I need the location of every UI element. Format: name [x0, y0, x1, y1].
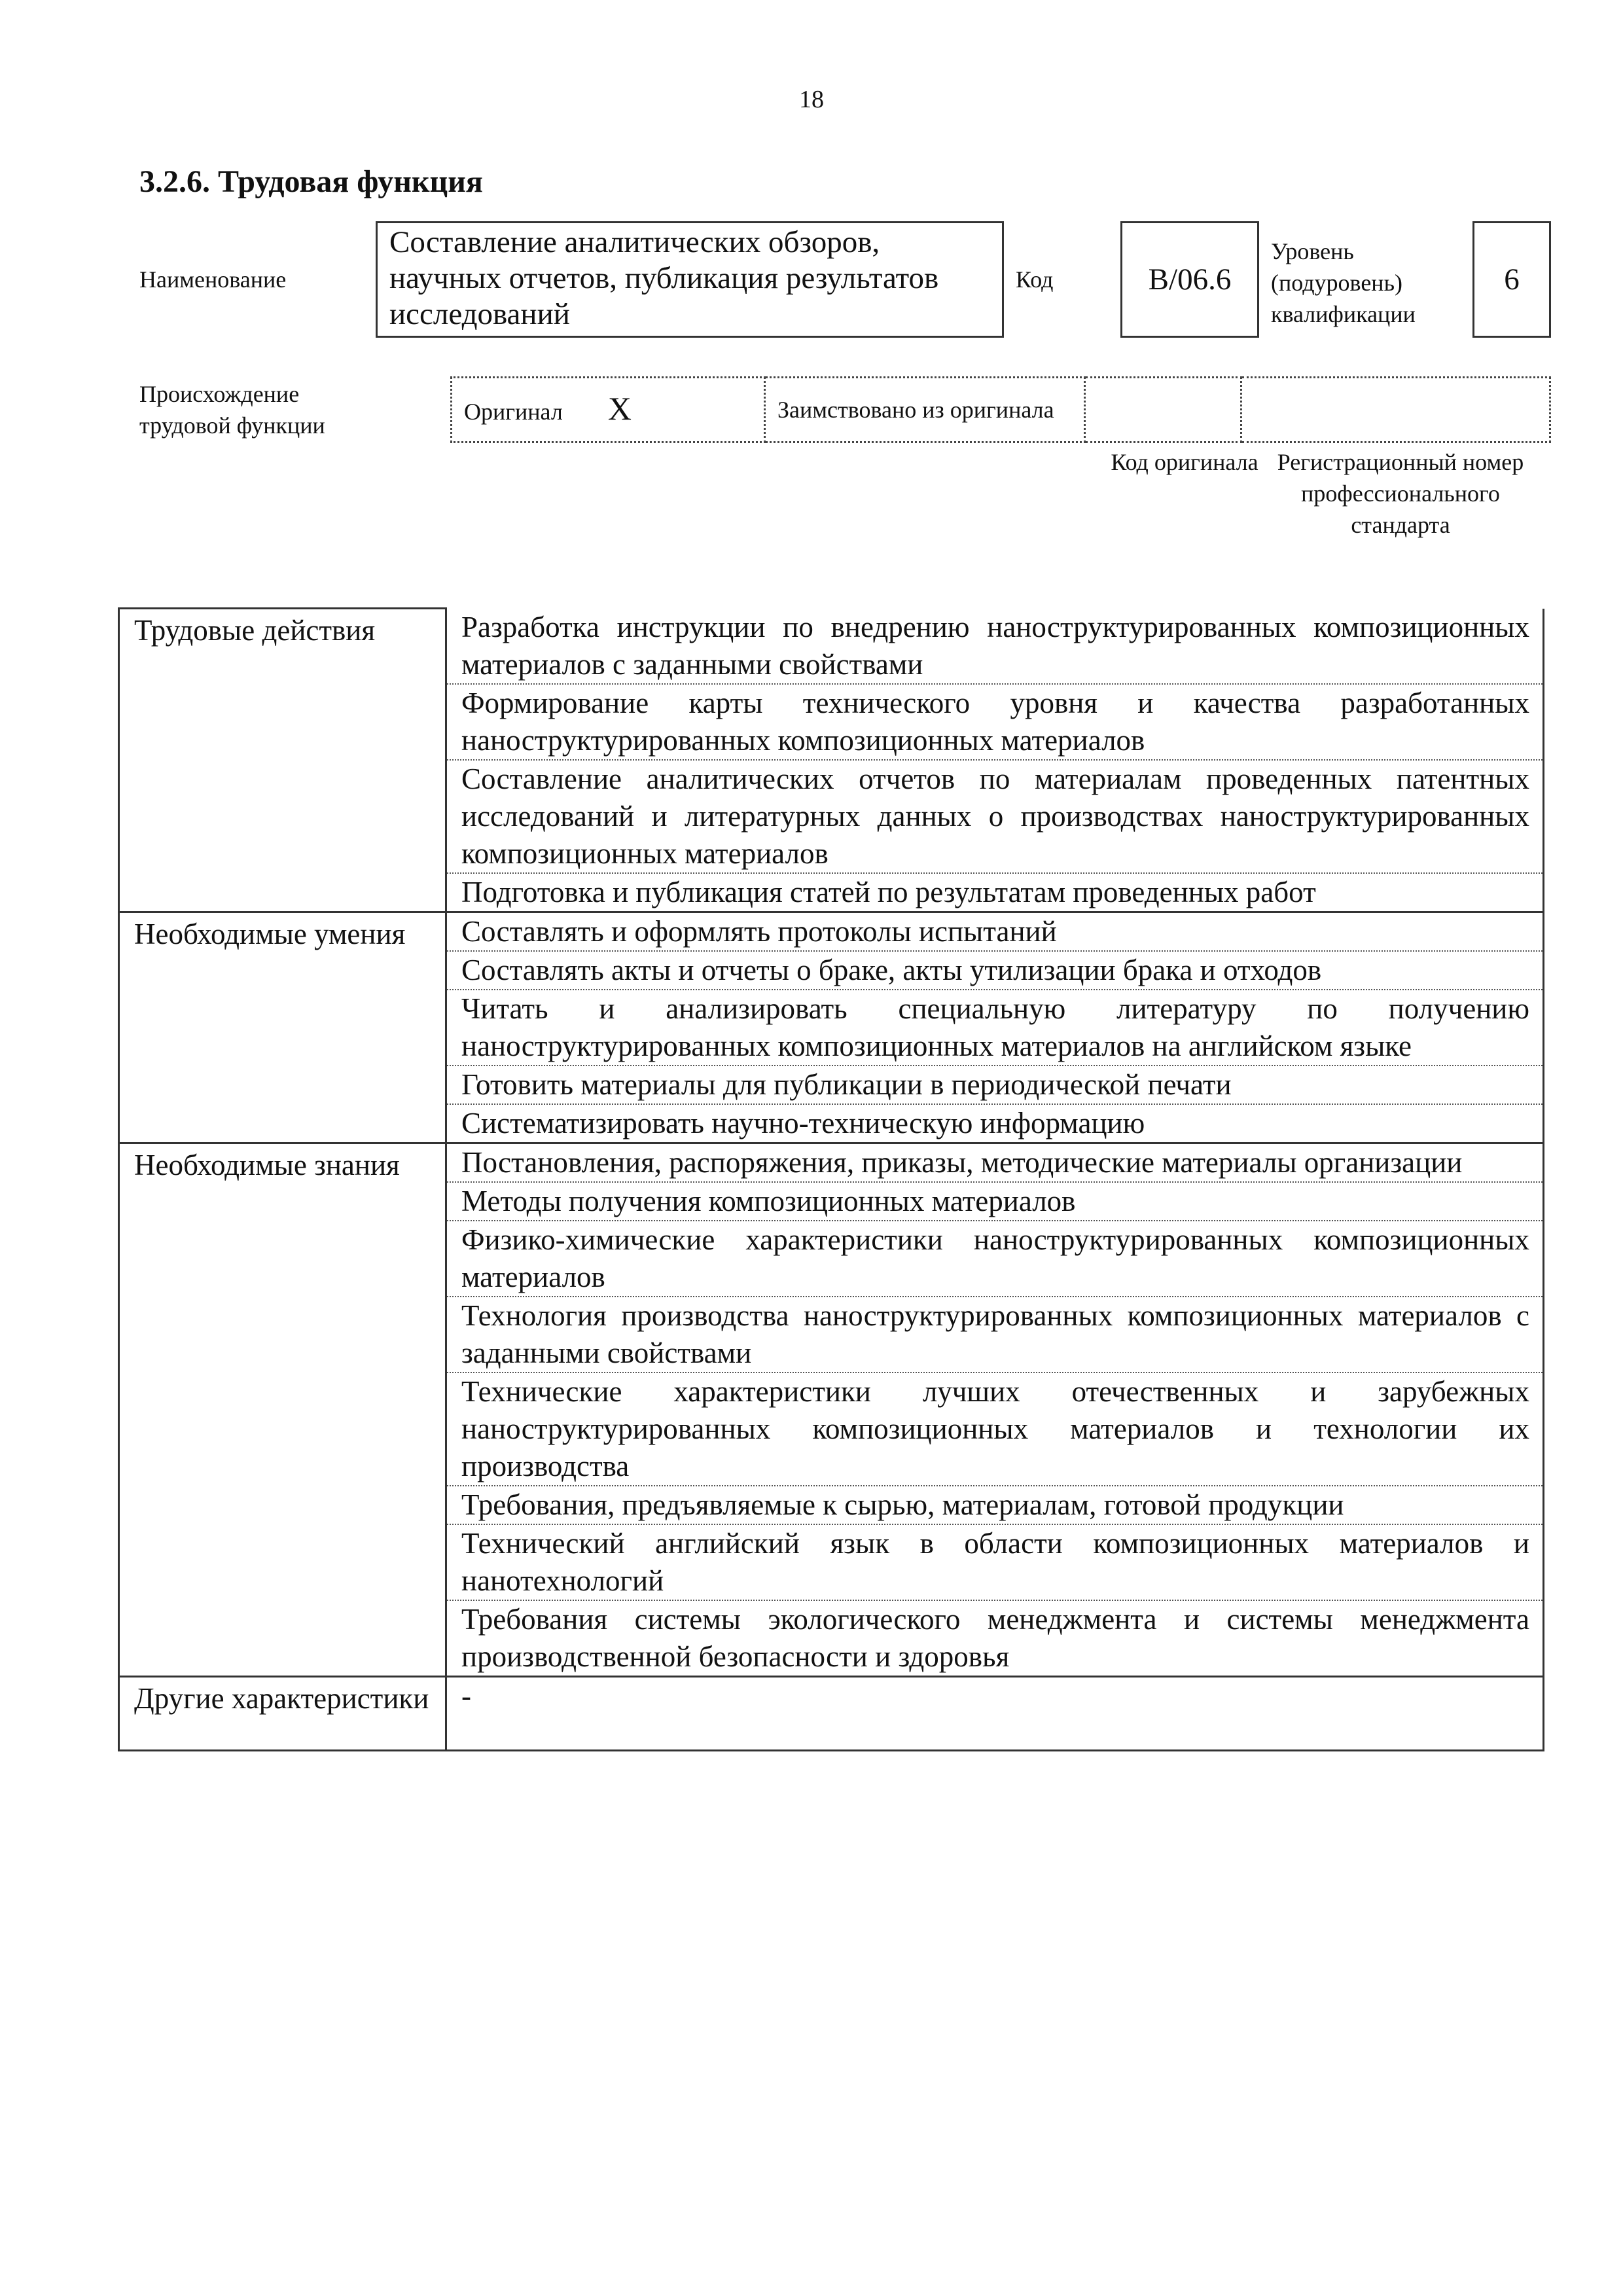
- skill-item: Читать и анализировать специальную литературу по получению наноструктурированных композиционных материалов на английском языке: [446, 990, 1544, 1066]
- borrowed-label: Заимствовано из оригинала: [777, 397, 1054, 423]
- origin-table: [450, 376, 1551, 443]
- level-box: [1472, 221, 1551, 338]
- code-label: Код: [1016, 266, 1054, 293]
- table-row: [119, 1143, 1544, 1182]
- original-cell: [452, 378, 765, 442]
- code-box: [1120, 221, 1259, 338]
- knowledge-item: Технический английский язык в области композиционных материалов и нанотехнологий: [446, 1524, 1544, 1600]
- labor-action-item: Разработка инструкции по внедрению наноструктурированных композиционных материалов с заданными свойствами: [446, 609, 1544, 684]
- skill-item: Систематизировать научно-техническую информацию: [446, 1104, 1544, 1143]
- table-row: [119, 1676, 1544, 1750]
- labor-action-item: Подготовка и публикация статей по результатам проведенных работ: [446, 873, 1544, 912]
- skills-label: Необходимые умения: [119, 912, 446, 1143]
- level-value: 6: [1504, 262, 1520, 296]
- level-label: Уровень (подуровень) квалификации: [1271, 238, 1416, 327]
- knowledge-item: Технические характеристики лучших отечественных и зарубежных наноструктурированных композиционных материалов и технологии их производства: [446, 1372, 1544, 1486]
- table-row: [119, 609, 1544, 684]
- function-title-box: Составление аналитических обзоров, научных отчетов, публикация результатов исследований: [376, 221, 1004, 338]
- original-label: Оригинал: [464, 398, 563, 425]
- knowledge-item: Методы получения композиционных материалов: [446, 1182, 1544, 1221]
- other-value: -: [446, 1676, 1544, 1750]
- labor-action-item: Составление аналитических отчетов по материалам проведенных патентных исследований и литературных данных о производствах наноструктурированных композиционных материалов: [446, 760, 1544, 873]
- table-row: [119, 912, 1544, 951]
- skill-item: Готовить материалы для публикации в периодической печати: [446, 1066, 1544, 1104]
- skill-item: Составлять и оформлять протоколы испытаний: [446, 912, 1544, 951]
- original-code-cell: [1085, 378, 1241, 442]
- knowledge-item: Требования, предъявляемые к сырью, материалам, готовой продукции: [446, 1486, 1544, 1524]
- skill-item: Составлять акты и отчеты о браке, акты утилизации брака и отходов: [446, 951, 1544, 990]
- other-label: Другие характеристики: [119, 1676, 446, 1750]
- borrowed-cell: [765, 378, 1085, 442]
- reg-number-caption: Регистрационный номер профессионального стандарта: [1277, 449, 1524, 538]
- page-number: 18: [799, 86, 824, 113]
- original-code-caption: Код оригинала: [1111, 449, 1258, 475]
- code-value: B/06.6: [1148, 262, 1232, 296]
- original-mark: X: [607, 389, 632, 427]
- section-title: 3.2.6. Трудовая функция: [139, 164, 483, 199]
- name-label: Наименование: [139, 266, 287, 293]
- knowledge-label: Необходимые знания: [119, 1143, 446, 1676]
- knowledge-item: Постановления, распоряжения, приказы, методические материалы организации: [446, 1143, 1544, 1182]
- reg-number-cell: [1241, 378, 1550, 442]
- origin-label: Происхождение трудовой функции: [139, 381, 325, 439]
- labor-function-table: [118, 607, 1544, 1751]
- knowledge-item: Физико-химические характеристики наноструктурированных композиционных материалов: [446, 1221, 1544, 1297]
- labor-action-item: Формирование карты технического уровня и качества разработанных наноструктурированных композиционных материалов: [446, 684, 1544, 760]
- knowledge-item: Технология производства наноструктурированных композиционных материалов с заданными свойствами: [446, 1297, 1544, 1372]
- labor-actions-label: Трудовые действия: [119, 609, 446, 912]
- knowledge-item: Требования системы экологического менеджмента и системы менеджмента производственной безопасности и здоровья: [446, 1600, 1544, 1677]
